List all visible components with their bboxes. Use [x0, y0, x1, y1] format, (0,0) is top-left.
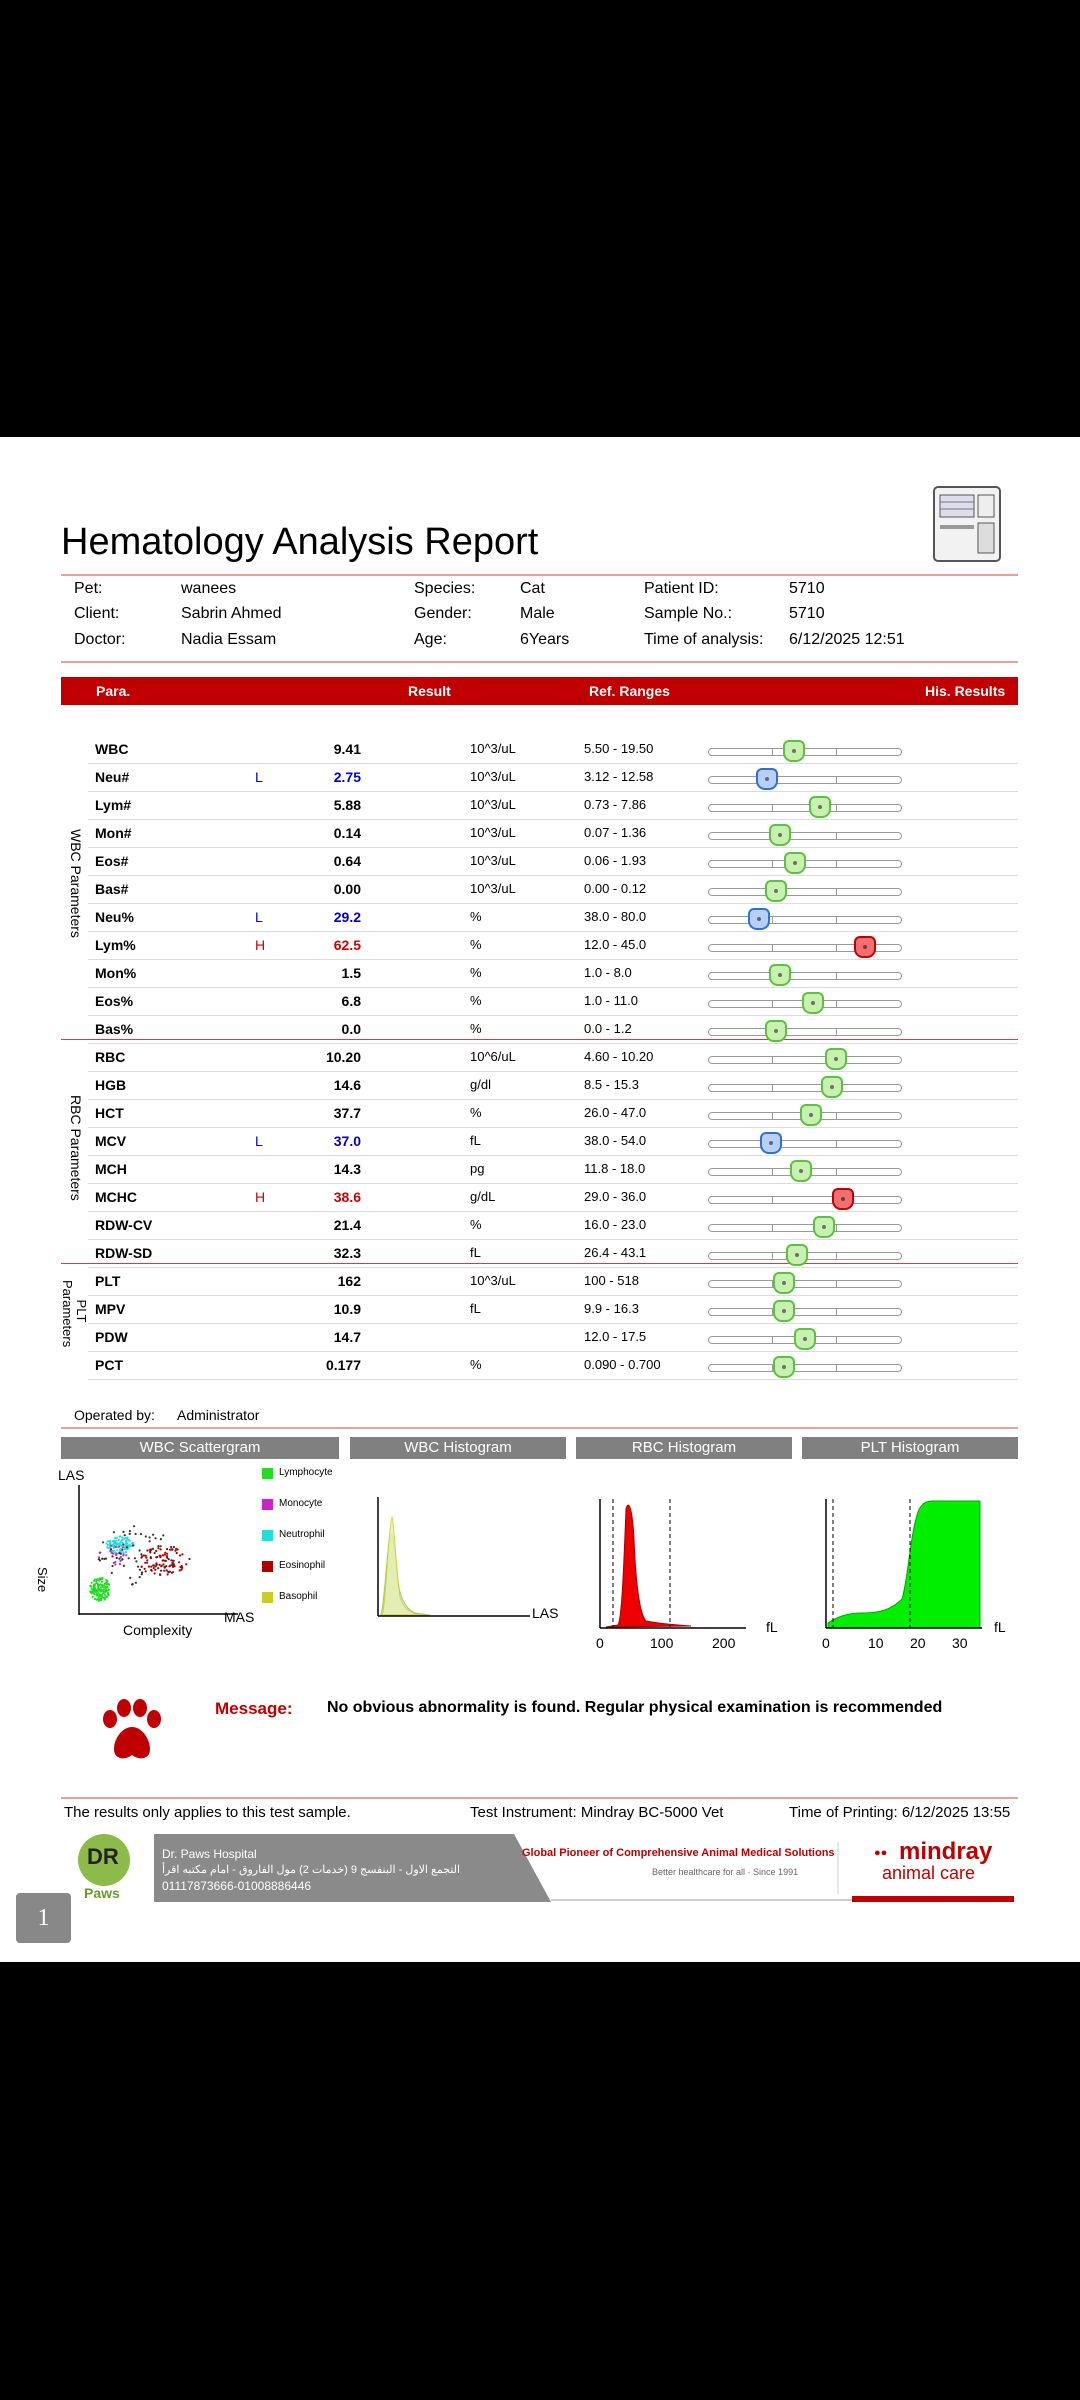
param-result: 9.41 [333, 741, 361, 757]
table-row [88, 847, 1018, 876]
group-label-wbc: WBC Parameters [68, 829, 84, 938]
param-result: 14.7 [333, 1329, 361, 1345]
param-unit: g/dl [470, 1077, 491, 1092]
table-row [88, 1267, 1018, 1296]
species-value: Cat [520, 580, 545, 597]
group-label-rbc: RBC Parameters [68, 1095, 84, 1201]
param-ref-range: 11.8 - 18.0 [584, 1161, 646, 1176]
operator-value: Administrator [177, 1407, 260, 1423]
table-row [88, 1127, 1018, 1156]
history-slider [708, 1028, 902, 1036]
doctor-value: Nadia Essam [181, 631, 277, 648]
mindray-paw-icon: ●● [874, 1847, 888, 1859]
history-slider [708, 776, 902, 784]
param-ref-range: 5.50 - 19.50 [584, 741, 654, 756]
history-slider [708, 1168, 902, 1176]
param-unit: fL [470, 1133, 481, 1148]
param-name: PLT [95, 1273, 121, 1289]
param-name: Neu# [95, 769, 130, 785]
param-flag: L [255, 1133, 263, 1149]
age-label: Age: [414, 631, 447, 648]
param-unit: % [470, 1105, 482, 1120]
result-marker-icon [786, 1244, 808, 1266]
result-marker-icon [794, 1328, 816, 1350]
result-marker-icon [784, 852, 806, 874]
param-flag: L [255, 769, 263, 785]
param-result: 2.75 [333, 769, 361, 785]
history-slider [708, 888, 902, 896]
header-ref-ranges: Ref. Ranges [589, 683, 670, 699]
table-row [88, 1099, 1018, 1128]
result-marker-icon [821, 1076, 843, 1098]
param-unit: fL [470, 1301, 481, 1316]
legend-item [262, 1467, 362, 1481]
param-ref-range: 0.07 - 1.36 [584, 825, 647, 840]
rbc-hist-unit: fL [766, 1619, 778, 1635]
param-unit: % [470, 937, 482, 952]
history-slider [708, 1252, 902, 1260]
param-result: 0.177 [325, 1357, 361, 1373]
param-result: 0.64 [333, 853, 361, 869]
param-ref-range: 3.12 - 12.58 [584, 769, 654, 784]
hospital-name: Dr. Paws Hospital [162, 1847, 257, 1861]
header-his-results: His. Results [925, 683, 1006, 699]
analysis-time-value: 6/12/2025 12:51 [789, 631, 905, 648]
history-slider [708, 1308, 902, 1316]
plt-hist-unit: fL [994, 1619, 1006, 1635]
divider [61, 661, 1018, 663]
wbc-histogram [370, 1497, 570, 1647]
param-name: Mon% [95, 965, 137, 981]
table-row [88, 1295, 1018, 1324]
divider [61, 574, 1018, 576]
analyzer-icon [932, 485, 1002, 563]
param-unit: % [470, 1217, 482, 1232]
param-result: 0.00 [333, 881, 361, 897]
report-title: Hematology Analysis Report [61, 521, 539, 563]
species-label: Species: [414, 580, 476, 597]
result-marker-icon [802, 992, 824, 1014]
param-result: 6.8 [341, 993, 361, 1009]
gender-value: Male [520, 605, 555, 622]
plt-tick-10: 10 [868, 1635, 884, 1651]
analysis-time-label: Time of analysis: [644, 631, 764, 648]
param-name: Eos# [95, 853, 129, 869]
param-name: MCHC [95, 1189, 137, 1205]
param-ref-range: 0.0 - 1.2 [584, 1021, 632, 1036]
param-result: 37.0 [333, 1133, 361, 1149]
param-ref-range: 29.0 - 36.0 [584, 1189, 647, 1204]
param-result: 37.7 [333, 1105, 361, 1121]
result-marker-icon [813, 1216, 835, 1238]
param-ref-range: 4.60 - 10.20 [584, 1049, 654, 1064]
param-ref-range: 0.00 - 0.12 [584, 881, 647, 896]
legend-swatch [262, 1530, 273, 1541]
param-name: HGB [95, 1077, 127, 1093]
param-name: HCT [95, 1105, 124, 1121]
table-row [88, 1183, 1018, 1212]
param-flag: H [255, 1189, 266, 1205]
param-ref-range: 1.0 - 11.0 [584, 993, 638, 1008]
table-row [88, 1239, 1018, 1268]
param-result: 5.88 [333, 797, 361, 813]
param-name: MCH [95, 1161, 127, 1177]
table-row [88, 931, 1018, 960]
header-result: Result [408, 683, 451, 699]
legend-item [262, 1591, 362, 1605]
table-row [88, 903, 1018, 932]
param-unit: 10^3/uL [470, 1273, 516, 1288]
scatter-y-top-label: LAS [58, 1467, 85, 1483]
client-label: Client: [74, 605, 120, 622]
history-slider [708, 1112, 902, 1120]
param-unit: 10^3/uL [470, 797, 516, 812]
param-result: 1.5 [341, 965, 361, 981]
legend-swatch [262, 1592, 273, 1603]
paw-icon [96, 1699, 168, 1763]
sample-no-value: 5710 [789, 605, 825, 622]
wbc-histogram-plot [370, 1497, 530, 1617]
dr-logo-sub: Paws [84, 1885, 120, 1901]
history-slider [708, 1140, 902, 1148]
scatter-plot [78, 1485, 238, 1615]
param-result: 14.6 [333, 1077, 361, 1093]
page-number-badge[interactable]: 1 [16, 1893, 71, 1943]
divider [61, 1427, 1018, 1429]
footer-note: The results only applies to this test sample. [64, 1804, 351, 1821]
dr-logo-text: DR [87, 1844, 119, 1869]
param-name: WBC [95, 741, 129, 757]
result-marker-icon [809, 796, 831, 818]
plt-tick-20: 20 [910, 1635, 926, 1651]
hospital-address: التجمع الاول - البنفسج 9 (خدمات 2) مول الفاروق - امام مكتبه اقرأ [162, 1864, 461, 1876]
param-name: Lym# [95, 797, 132, 813]
legend-item [262, 1498, 362, 1512]
patient-id-label: Patient ID: [644, 580, 719, 597]
param-result: 0.14 [333, 825, 361, 841]
param-ref-range: 100 - 518 [584, 1273, 639, 1288]
scatter-x-right-label: MAS [224, 1609, 255, 1625]
plt-histogram [822, 1499, 1022, 1659]
legend-label: Eosinophil [279, 1560, 326, 1571]
result-marker-icon [773, 1356, 795, 1378]
panel-header-rbc-hist: RBC Histogram [576, 1437, 792, 1459]
param-name: MPV [95, 1301, 126, 1317]
table-row [88, 959, 1018, 988]
plt-histogram-plot [822, 1499, 982, 1629]
history-slider [708, 860, 902, 868]
mindray-brand: mindray [899, 1838, 993, 1865]
param-ref-range: 26.0 - 47.0 [584, 1105, 647, 1120]
table-row [88, 1351, 1018, 1380]
table-row [88, 763, 1018, 792]
param-unit: 10^3/uL [470, 853, 516, 868]
param-name: Neu% [95, 909, 134, 925]
param-name: Bas# [95, 881, 129, 897]
result-marker-icon [765, 1020, 787, 1042]
history-slider [708, 1364, 902, 1372]
param-flag: H [255, 937, 266, 953]
param-ref-range: 38.0 - 54.0 [584, 1133, 647, 1148]
panel-header-scatter: WBC Scattergram [61, 1437, 339, 1459]
patient-id-value: 5710 [789, 580, 825, 597]
history-slider [708, 1336, 902, 1344]
param-result: 32.3 [333, 1245, 361, 1261]
history-slider [708, 916, 902, 924]
wbc-scattergram [35, 1467, 348, 1647]
param-ref-range: 1.0 - 8.0 [584, 965, 632, 980]
doctor-label: Doctor: [74, 631, 126, 648]
result-marker-icon [832, 1188, 854, 1210]
param-unit: 10^6/uL [470, 1049, 516, 1064]
history-slider [708, 1280, 902, 1288]
legend-label: Neutrophil [279, 1529, 325, 1540]
param-name: Mon# [95, 825, 132, 841]
param-name: RBC [95, 1049, 126, 1065]
results-table-header [61, 677, 1018, 705]
param-unit: fL [470, 1245, 481, 1260]
wbc-hist-x-label: LAS [532, 1605, 559, 1621]
param-ref-range: 16.0 - 23.0 [584, 1217, 647, 1232]
dr-paws-logo [78, 1834, 130, 1886]
history-slider [708, 1056, 902, 1064]
panel-header-wbc-hist: WBC Histogram [350, 1437, 566, 1459]
hospital-phones: 01117873666-01008886446 [162, 1879, 312, 1893]
table-row [88, 875, 1018, 904]
history-slider [708, 972, 902, 980]
param-ref-range: 26.4 - 43.1 [584, 1245, 647, 1260]
group-label-plt: PLT Parameters [60, 1280, 89, 1348]
pet-value: wanees [181, 580, 237, 597]
param-unit: 10^3/uL [470, 825, 516, 840]
param-ref-range: 12.0 - 45.0 [584, 937, 647, 952]
table-row [88, 735, 1018, 764]
client-value: Sabrin Ahmed [181, 605, 282, 622]
plt-tick-30: 30 [952, 1635, 968, 1651]
legend-swatch [262, 1561, 273, 1572]
mindray-slogan-2: Better healthcare for all · Since 1991 [652, 1867, 799, 1877]
table-row [88, 987, 1018, 1016]
param-unit: % [470, 965, 482, 980]
param-result: 38.6 [333, 1189, 361, 1205]
rbc-tick-200: 200 [712, 1635, 736, 1651]
history-slider [708, 944, 902, 952]
table-row [88, 1071, 1018, 1100]
param-ref-range: 0.73 - 7.86 [584, 797, 647, 812]
param-result: 62.5 [333, 937, 361, 953]
param-name: Lym% [95, 937, 136, 953]
param-name: Eos% [95, 993, 134, 1009]
param-flag: L [255, 909, 263, 925]
param-name: RDW-CV [95, 1217, 153, 1233]
legend-item [262, 1560, 362, 1574]
message-label: Message: [215, 1699, 293, 1718]
result-marker-icon [769, 824, 791, 846]
result-marker-icon [748, 908, 770, 930]
legend-item [262, 1529, 362, 1543]
param-name: RDW-SD [95, 1245, 153, 1261]
param-unit: g/dL [470, 1189, 496, 1204]
history-slider [708, 1084, 902, 1092]
mindray-brand-sub: animal care [882, 1863, 976, 1883]
plt-tick-0: 0 [822, 1635, 830, 1651]
legend-label: Lymphocyte [279, 1467, 333, 1478]
param-name: PDW [95, 1329, 128, 1345]
legend-label: Monocyte [279, 1498, 323, 1509]
legend-label: Basophil [279, 1591, 318, 1602]
result-marker-icon [790, 1160, 812, 1182]
operated-by-label: Operated by: [74, 1407, 155, 1423]
param-ref-range: 0.06 - 1.93 [584, 853, 647, 868]
param-unit: % [470, 993, 482, 1008]
scatter-y-axis-label: Size [35, 1567, 50, 1593]
legend-swatch [262, 1468, 273, 1479]
scatter-x-axis-label: Complexity [123, 1622, 193, 1638]
report-page [0, 437, 1080, 1962]
result-marker-icon [783, 740, 805, 762]
history-slider [708, 832, 902, 840]
param-name: Bas% [95, 1021, 134, 1037]
history-slider [708, 1000, 902, 1008]
message-text: No obvious abnormality is found. Regular physical examination is recommended [327, 1699, 943, 1716]
param-name: PCT [95, 1357, 123, 1373]
param-ref-range: 9.9 - 16.3 [584, 1301, 639, 1316]
param-ref-range: 0.090 - 0.700 [584, 1357, 661, 1372]
result-marker-icon [773, 1300, 795, 1322]
param-unit: pg [470, 1161, 485, 1176]
result-marker-icon [800, 1104, 822, 1126]
param-unit: % [470, 1357, 482, 1372]
history-slider [708, 1196, 902, 1204]
param-result: 29.2 [333, 909, 361, 925]
param-result: 14.3 [333, 1161, 361, 1177]
rbc-histogram [596, 1499, 796, 1659]
param-unit: 10^3/uL [470, 741, 516, 756]
history-slider [708, 1224, 902, 1232]
footer-printing-time: Time of Printing: 6/12/2025 13:55 [789, 1804, 1011, 1821]
hospital-banner [154, 1834, 1014, 1902]
table-row [88, 1015, 1018, 1044]
pet-label: Pet: [74, 580, 103, 597]
result-marker-icon [825, 1048, 847, 1070]
table-row [88, 1043, 1018, 1072]
mindray-slogan: Global Pioneer of Comprehensive Animal Medical Solutions [522, 1847, 835, 1859]
param-result: 10.20 [325, 1049, 361, 1065]
param-result: 0.0 [341, 1021, 361, 1037]
result-marker-icon [765, 880, 787, 902]
history-slider [708, 748, 902, 756]
param-unit: 10^3/uL [470, 769, 516, 784]
rbc-tick-0: 0 [596, 1635, 604, 1651]
result-marker-icon [760, 1132, 782, 1154]
gender-label: Gender: [414, 605, 472, 622]
param-ref-range: 8.5 - 15.3 [584, 1077, 639, 1092]
legend-swatch [262, 1499, 273, 1510]
result-marker-icon [769, 964, 791, 986]
rbc-tick-100: 100 [650, 1635, 674, 1651]
table-row [88, 791, 1018, 820]
param-unit: % [470, 1021, 482, 1036]
sample-no-label: Sample No.: [644, 605, 733, 622]
result-marker-icon [854, 936, 876, 958]
panel-header-plt-hist: PLT Histogram [802, 1437, 1018, 1459]
param-unit: 10^3/uL [470, 881, 516, 896]
rbc-histogram-plot [596, 1499, 746, 1629]
table-row [88, 1323, 1018, 1352]
param-ref-range: 12.0 - 17.5 [584, 1329, 647, 1344]
param-result: 10.9 [333, 1301, 361, 1317]
age-value: 6Years [520, 631, 570, 648]
history-slider [708, 804, 902, 812]
table-row [88, 819, 1018, 848]
table-row [88, 1155, 1018, 1184]
footer-instrument: Test Instrument: Mindray BC-5000 Vet [470, 1804, 724, 1821]
header-para: Para. [96, 683, 131, 699]
result-marker-icon [773, 1272, 795, 1294]
param-unit: % [470, 909, 482, 924]
divider [61, 1797, 1018, 1799]
param-result: 21.4 [333, 1217, 361, 1233]
table-row [88, 1211, 1018, 1240]
result-marker-icon [756, 768, 778, 790]
param-name: MCV [95, 1133, 127, 1149]
param-ref-range: 38.0 - 80.0 [584, 909, 647, 924]
param-result: 162 [337, 1273, 361, 1289]
